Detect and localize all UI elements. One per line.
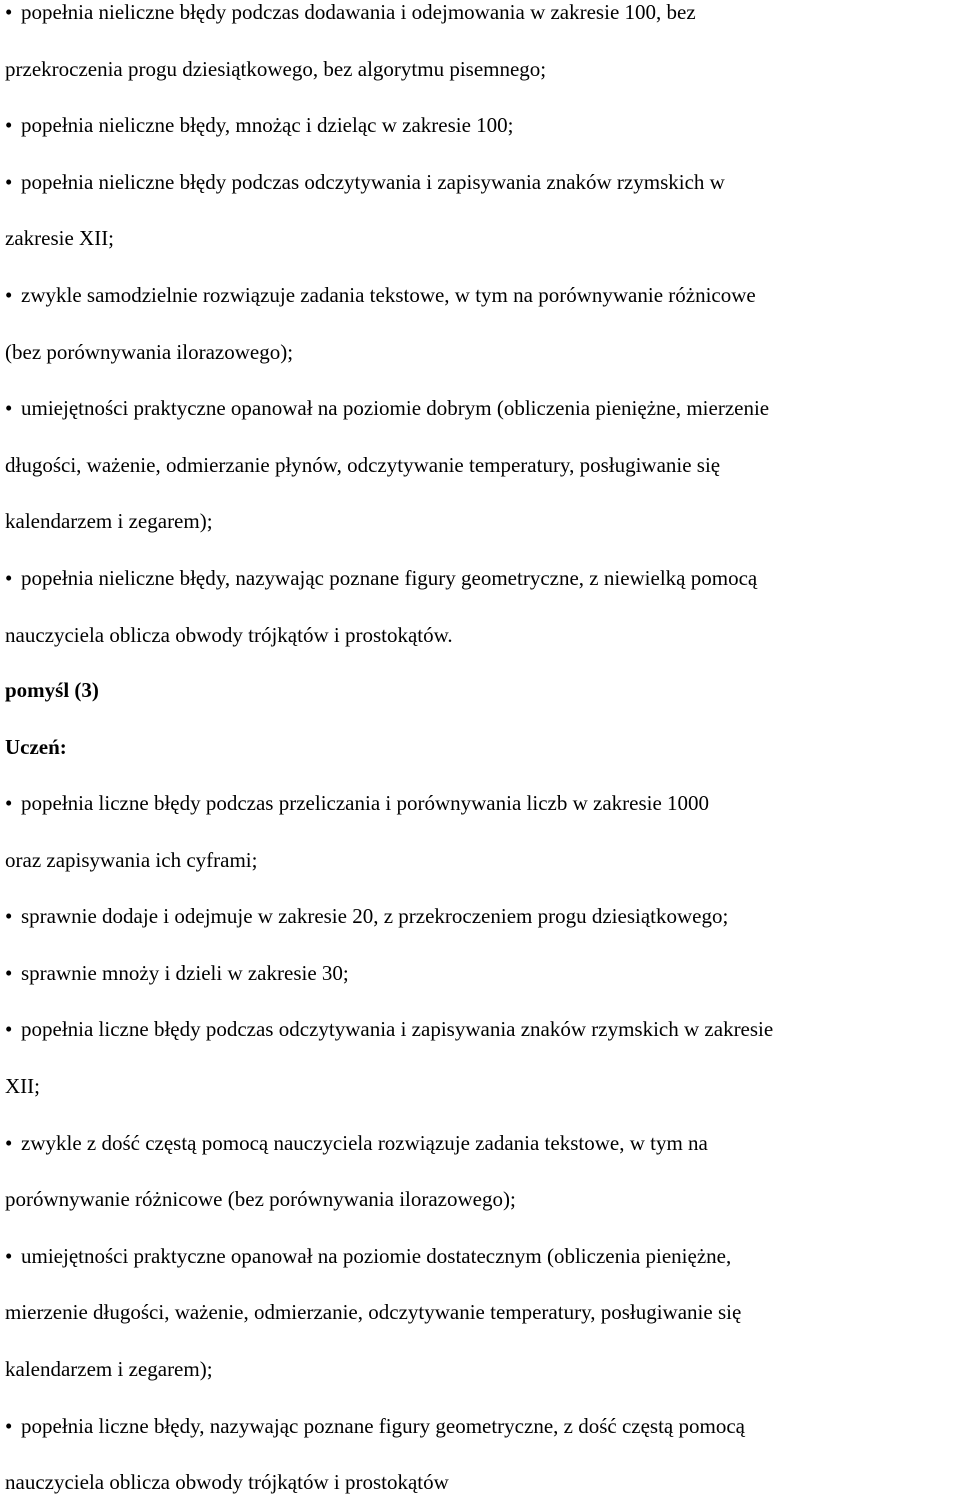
list-item (5, 945, 773, 1002)
list-item-text: umiejętności praktyczne opanował na poziomie dobrym (obliczenia pieniężne, mierzenie (21, 396, 770, 421)
list-item-continuation: nauczyciela oblicza obwody trójkątów i prostokątów (5, 1470, 449, 1495)
list-item (5, 267, 769, 324)
bullet-icon: • (5, 0, 13, 24)
list-item-text: popełnia liczne błędy, nazywając poznane figury geometryczne, z dość częstą pomocą (21, 1413, 745, 1438)
list-item-text: popełnia nieliczne błędy podczas odczytywania i zapisywania znaków rzymskich w (21, 169, 725, 194)
list-item-text: popełnia liczne błędy podczas odczytywania i zapisywania znaków rzymskich w zakresie (21, 1017, 774, 1042)
bullet-icon: • (5, 791, 13, 815)
list-item-text: zwykle z dość częstą pomocą nauczyciela rozwiązuje zadania tekstowe, w tym na (21, 1130, 708, 1155)
list-item-text: popełnia nieliczne błędy, mnożąc i dzieląc w zakresie 100; (21, 113, 514, 138)
list-item-continuation: kalendarzem i zegarem); (5, 509, 213, 534)
list-item-continuation: XII; (5, 1073, 40, 1098)
list-item (5, 380, 769, 437)
bullet-icon: • (5, 1243, 13, 1268)
list-item-continuation: mierzenie długości, ważenie, odmierzanie, odczytywanie temperatury, posługiwanie się (5, 1300, 742, 1325)
list-item (5, 1228, 773, 1285)
bullet-icon: • (5, 113, 13, 138)
list-item-text: umiejętności praktyczne opanował na poziomie dostatecznym (obliczenia pieniężne, (21, 1243, 732, 1268)
list-item-continuation: kalendarzem i zegarem); (5, 1356, 213, 1381)
bullet-icon: • (5, 396, 13, 421)
criteria-list-previous (5, 0, 769, 663)
list-item-text: zwykle samodzielnie rozwiązuje zadania tekstowe, w tym na porównywanie różnicowe (21, 282, 756, 307)
bullet-icon: • (5, 904, 13, 929)
list-item-text: popełnia nieliczne błędy, nazywając poznane figury geometryczne, z niewielką pomocą (21, 565, 758, 590)
list-item (5, 97, 769, 154)
list-item-continuation: przekroczenia progu dziesiątkowego, bez algorytmu pisemnego; (5, 56, 547, 81)
list-item-continuation: zakresie XII; (5, 226, 115, 251)
list-item (5, 550, 769, 607)
list-item (5, 775, 773, 832)
list-item-continuation: nauczyciela oblicza obwody trójkątów i prostokątów. (5, 622, 453, 647)
criteria-list-sufficient (5, 775, 773, 1511)
list-item (5, 888, 773, 945)
bullet-icon: • (5, 282, 13, 307)
list-item (5, 154, 769, 211)
list-item-continuation: oraz zapisywania ich cyframi; (5, 847, 258, 872)
list-item (5, 1115, 773, 1172)
student-heading: Uczeń: (5, 735, 67, 759)
list-item-continuation: porównywanie różnicowe (bez porównywania ilorazowego); (5, 1187, 516, 1212)
list-item (5, 0, 769, 41)
bullet-icon: • (5, 169, 13, 194)
grade-level-heading: pomyśl (3) (5, 678, 99, 702)
bullet-icon: • (5, 565, 13, 590)
bullet-icon: • (5, 1130, 13, 1155)
bullet-icon: • (5, 1017, 13, 1042)
bullet-icon: • (5, 1413, 13, 1438)
list-item (5, 1398, 773, 1455)
list-item-continuation: (bez porównywania ilorazowego); (5, 339, 294, 364)
list-item-text: popełnia nieliczne błędy podczas dodawania i odejmowania w zakresie 100, bez (21, 0, 696, 24)
list-item-text: popełnia liczne błędy podczas przeliczania i porównywania liczb w zakresie 1000 (21, 791, 710, 815)
list-item-continuation: długości, ważenie, odmierzanie płynów, odczytywanie temperatury, posługiwanie się (5, 452, 721, 477)
bullet-icon: • (5, 960, 13, 985)
list-item-text: sprawnie mnoży i dzieli w zakresie 30; (21, 960, 349, 985)
list-item (5, 1001, 773, 1058)
list-item-text: sprawnie dodaje i odejmuje w zakresie 20, z przekroczeniem progu dziesiątkowego; (21, 904, 729, 929)
